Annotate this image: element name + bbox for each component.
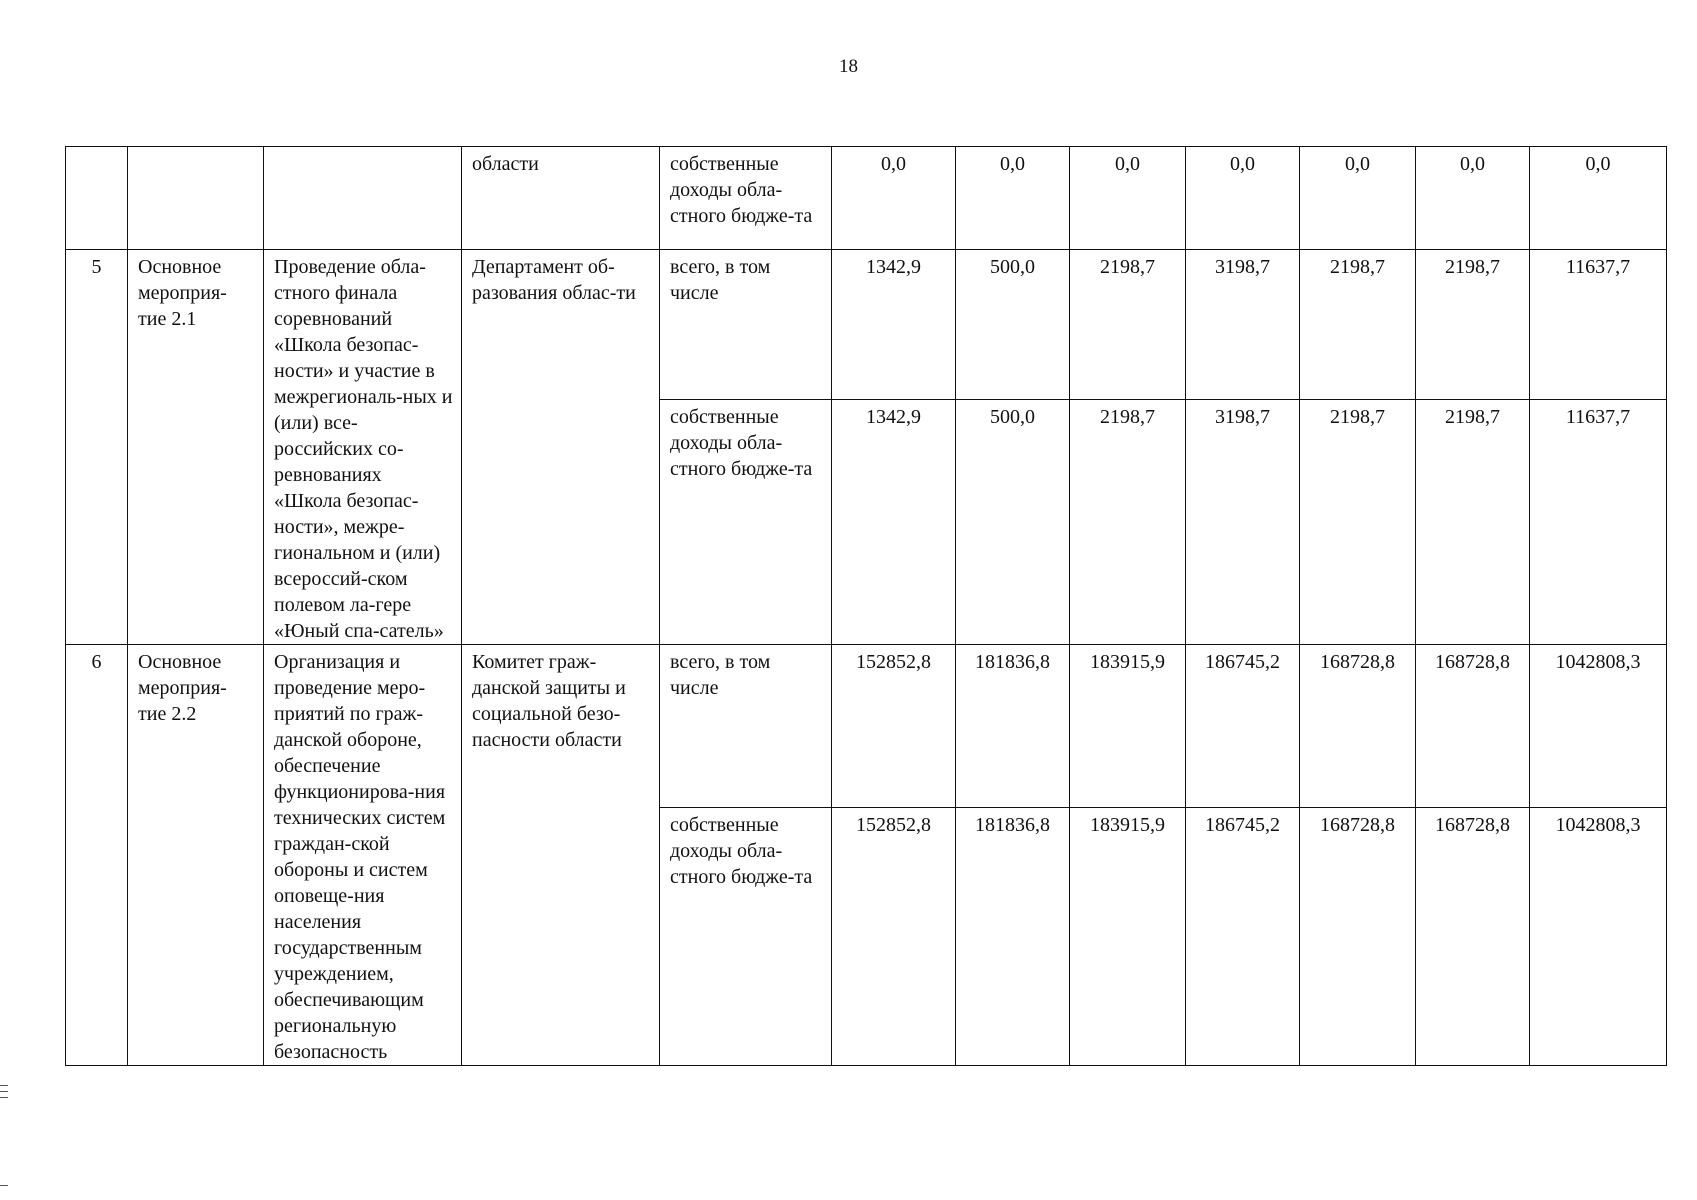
cell-value: 2198,7 — [1070, 400, 1186, 645]
cell-value: 0,0 — [1186, 147, 1300, 250]
cell-value: 152852,8 — [832, 808, 956, 1066]
table-row-continued — [66, 147, 1667, 250]
cell-value-total: 1042808,3 — [1530, 808, 1667, 1066]
table-row — [66, 250, 1667, 400]
margin-tick — [0, 1085, 8, 1086]
cell-index: 5 — [66, 250, 128, 645]
page-number: 18 — [839, 56, 858, 77]
cell-value: 186745,2 — [1186, 645, 1300, 808]
cell-funding-source: собственные доходы обла-стного бюдже-та — [660, 400, 832, 645]
cell-value: 152852,8 — [832, 645, 956, 808]
cell-value: 1342,9 — [832, 250, 956, 400]
cell-value: 2198,7 — [1416, 400, 1530, 645]
cell-value: 168728,8 — [1300, 808, 1416, 1066]
margin-tick — [0, 1097, 8, 1098]
cell-value-total: 11637,7 — [1530, 250, 1667, 400]
cell-value: 0,0 — [956, 147, 1070, 250]
cell-executor: Департамент об-разования облас-ти — [462, 250, 660, 645]
margin-tick — [0, 1091, 8, 1092]
cell-value: 0,0 — [1070, 147, 1186, 250]
table-row — [66, 645, 1667, 808]
margin-tick — [0, 1185, 8, 1186]
cell-name — [264, 147, 462, 250]
cell-funding-source: собственные доходы обла-стного бюдже-та — [660, 808, 832, 1066]
cell-type — [128, 147, 264, 250]
cell-funding-source: собственные доходы обла-стного бюдже-та — [660, 147, 832, 250]
cell-value: 3198,7 — [1186, 400, 1300, 645]
cell-executor: Комитет граж-данской защиты и социальной безо-пасности области — [462, 645, 660, 1066]
cell-value-total: 1042808,3 — [1530, 645, 1667, 808]
cell-value: 183915,9 — [1070, 645, 1186, 808]
cell-value: 168728,8 — [1416, 808, 1530, 1066]
cell-value: 168728,8 — [1300, 645, 1416, 808]
cell-value: 181836,8 — [956, 645, 1070, 808]
cell-value: 2198,7 — [1300, 250, 1416, 400]
cell-value: 181836,8 — [956, 808, 1070, 1066]
cell-value: 183915,9 — [1070, 808, 1186, 1066]
cell-value: 3198,7 — [1186, 250, 1300, 400]
cell-index: 6 — [66, 645, 128, 1066]
cell-funding-source: всего, в том числе — [660, 250, 832, 400]
budget-table — [65, 146, 1667, 1066]
cell-value: 2198,7 — [1070, 250, 1186, 400]
cell-funding-source: всего, в том числе — [660, 645, 832, 808]
cell-value: 2198,7 — [1300, 400, 1416, 645]
cell-value: 500,0 — [956, 400, 1070, 645]
cell-value: 500,0 — [956, 250, 1070, 400]
cell-value: 1342,9 — [832, 400, 956, 645]
cell-value: 0,0 — [1300, 147, 1416, 250]
cell-name: Организация и проведение меро-приятий по граж-данской обороне, обеспечение функционирова-ния технических систем граждан-ской обороны и систем оповеще-ния населения государственным учреждением, обеспечивающим региональную безопасность — [264, 645, 462, 1066]
cell-type: Основное мероприя-тие 2.1 — [128, 250, 264, 645]
cell-value: 186745,2 — [1186, 808, 1300, 1066]
cell-value-total: 0,0 — [1530, 147, 1667, 250]
cell-executor: области — [462, 147, 660, 250]
cell-value: 2198,7 — [1416, 250, 1530, 400]
cell-value: 168728,8 — [1416, 645, 1530, 808]
cell-type: Основное мероприя-тие 2.2 — [128, 645, 264, 1066]
cell-index — [66, 147, 128, 250]
cell-value: 0,0 — [832, 147, 956, 250]
cell-value-total: 11637,7 — [1530, 400, 1667, 645]
cell-name: Проведение обла-стного финала соревнований «Школа безопас-ности» и участие в межрегиональ-ных и (или) все-российских со-ревнованиях «Школа безопас-ности», межре-гиональном и (или) всероссий-ском полевом ла-гере «Юный спа-сатель» — [264, 250, 462, 645]
cell-value: 0,0 — [1416, 147, 1530, 250]
